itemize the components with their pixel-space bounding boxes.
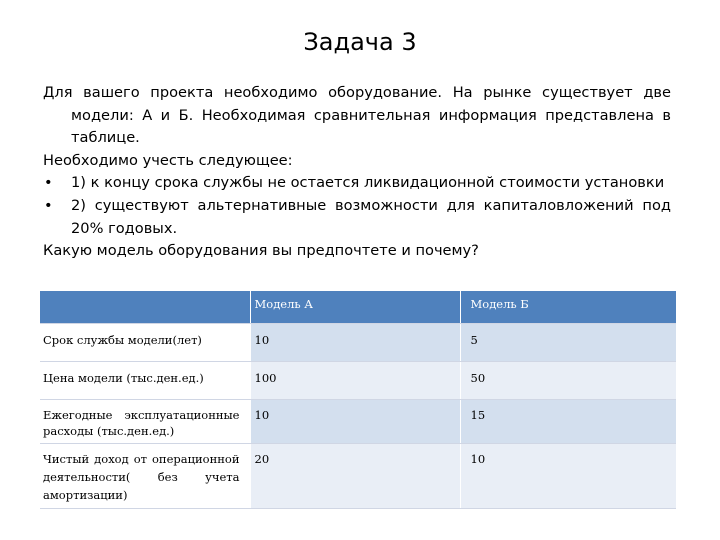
consider-line: Необходимо учесть следующее: <box>43 151 293 169</box>
comparison-table <box>40 291 676 509</box>
table-row <box>40 444 676 509</box>
cell-model-b: 5 <box>460 324 676 362</box>
row-label: Ежегодные эксплуатационные расходы (тыс.ден.ед.) <box>40 400 250 444</box>
task-text <box>43 82 671 263</box>
header-cell-model-a: Модель А <box>250 291 460 324</box>
table-header-row <box>40 291 676 324</box>
cell-model-a: 100 <box>250 362 460 400</box>
cell-model-a: 10 <box>250 324 460 362</box>
bullet-text: 1) к концу срока службы не остается ликвидационной стоимости установки <box>71 174 665 192</box>
bullet-text: 2) существуют альтернативные возможности для капиталовложений под 20% годовых. <box>71 196 671 237</box>
cell-model-b: 15 <box>460 400 676 444</box>
row-label: Чистый доход от операционной деятельности( без учета амортизации) <box>40 444 250 509</box>
row-label: Цена модели (тыс.ден.ед.) <box>40 362 250 400</box>
cell-model-a: 20 <box>250 444 460 509</box>
question-line: Какую модель оборудования вы предпочтете и почему? <box>43 242 479 260</box>
cell-model-a: 10 <box>250 400 460 444</box>
bullet-item <box>43 172 671 195</box>
table-row <box>40 324 676 362</box>
bullet-glyph: • <box>44 196 53 214</box>
bullet-item <box>43 195 671 240</box>
header-cell-empty <box>40 291 250 324</box>
intro-paragraph: Для вашего проекта необходимо оборудование. На рынке существует две модели: А и Б. Необходимая сравнительная информация представлена в таблице. <box>43 84 671 147</box>
bullet-glyph: • <box>44 174 53 192</box>
cell-model-b: 10 <box>460 444 676 509</box>
table-row <box>40 400 676 444</box>
row-label: Срок службы модели(лет) <box>40 324 250 362</box>
table-row <box>40 362 676 400</box>
cell-model-b: 50 <box>460 362 676 400</box>
slide-title: Задача 3 <box>303 28 417 56</box>
header-cell-model-b: Модель Б <box>460 291 676 324</box>
